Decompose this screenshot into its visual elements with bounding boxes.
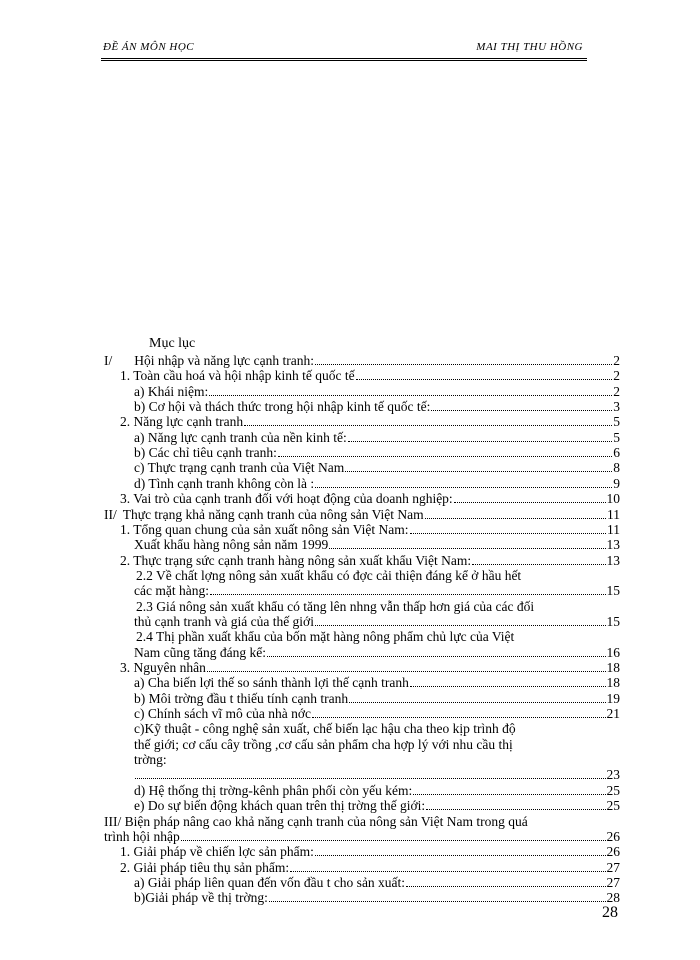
toc-entry-page: 15	[606, 613, 620, 629]
toc-entry-page: 5	[613, 429, 620, 445]
toc-dot-leader	[267, 645, 606, 657]
toc-dot-leader	[290, 860, 605, 872]
toc-entry-label: b) Cơ hội và thách thức trong hội nhập kinh tế quốc tế:	[134, 399, 431, 415]
toc-entry-text: trờng:	[134, 752, 167, 768]
toc-entry-page: 5	[613, 414, 620, 430]
toc-entry	[104, 890, 620, 906]
toc-entry	[104, 691, 620, 707]
toc-dot-leader	[269, 890, 606, 902]
toc-entry	[104, 798, 620, 814]
toc-dot-leader	[209, 384, 612, 396]
toc-entry-label: Nam cũng tăng đáng kể:	[134, 644, 266, 660]
toc-entry	[104, 645, 620, 661]
toc-entry-page: 18	[606, 675, 620, 691]
toc-entry	[104, 675, 620, 691]
toc-entry-text: 2.2 Về chất lợng nông sản xuất khẩu có đợc cải thiện đáng kể ở hầu hết	[136, 567, 522, 583]
toc-entry-label: e) Do sự biến động khách quan trên thị trờng thế giới:	[134, 798, 426, 814]
toc-entry-text: III/ Biện pháp nâng cao khả năng cạnh tranh của nông sản Việt Nam trong quá	[104, 813, 528, 829]
toc-entry-page: 25	[606, 782, 620, 798]
toc-entry-label: 3. Vai trò của cạnh tranh đối với hoạt động của doanh nghiệp:	[120, 491, 453, 507]
toc-entry-text: thế giới; cơ cấu cây trồng ,cơ cấu sản phẩm cha hợp lý với nhu cầu thị	[134, 736, 513, 752]
toc-entry-label: trình hội nhập	[104, 828, 180, 844]
toc-dot-leader	[135, 767, 606, 779]
toc-entry	[104, 368, 620, 384]
toc-entry	[104, 353, 620, 369]
toc-entry-label: 2. Năng lực cạnh tranh	[120, 414, 244, 430]
toc-entry-label: thủ cạnh tranh và giá của thế giới	[134, 613, 314, 629]
toc-entry	[104, 399, 620, 415]
toc-entry-label: Thực trạng khả năng cạnh tranh của nông sản Việt Nam	[122, 506, 424, 522]
toc-entry-page: 21	[606, 706, 620, 722]
toc-entry-label: d) Tình cạnh tranh không còn là :	[134, 475, 315, 491]
toc-entry	[104, 522, 620, 538]
toc-entry-page: 11	[607, 521, 620, 537]
toc-entry-page: 11	[607, 506, 620, 522]
toc-dot-leader	[315, 353, 612, 365]
header-course-title: ĐỀ ÁN MÔN HỌC	[103, 41, 195, 53]
running-header	[101, 38, 587, 61]
toc-entry	[104, 614, 620, 630]
toc-entry	[104, 844, 620, 860]
toc-entry-label: a) Năng lực cạnh tranh của nền kinh tế:	[134, 429, 347, 445]
toc-entry-page: 23	[606, 767, 620, 783]
toc-entry-page: 13	[606, 537, 620, 553]
toc-dot-leader	[315, 614, 606, 626]
toc-entry-label: Hội nhập và năng lực cạnh tranh:	[134, 353, 315, 368]
toc-entry-page: 27	[606, 859, 620, 875]
toc-dot-leader	[278, 445, 612, 457]
toc-dot-leader	[315, 844, 606, 856]
toc-dot-leader	[349, 691, 605, 703]
toc-entry-page: 13	[606, 552, 620, 568]
toc-entry	[104, 767, 620, 783]
toc-dot-leader	[410, 675, 606, 687]
header-author-name: MAI THỊ THU HỒNG	[476, 41, 583, 53]
toc-entry-page: 27	[606, 874, 620, 890]
toc-entry-page: 15	[606, 583, 620, 599]
toc-entry-page: 16	[606, 644, 620, 660]
toc-entry-page: 28	[606, 890, 620, 906]
toc-entry-page: 10	[606, 491, 620, 507]
toc-entry-page: 3	[613, 399, 620, 415]
toc-entry-page: 26	[606, 844, 620, 860]
toc-entry	[104, 384, 620, 400]
toc-entry-text: 2.3 Giá nông sản xuất khẩu có tăng lên nhng vẫn thấp hơn giá của các đối	[136, 598, 535, 614]
toc-dot-leader	[210, 583, 606, 595]
toc-dot-leader	[410, 522, 606, 534]
toc-entry	[104, 507, 620, 523]
toc-entry	[104, 491, 620, 507]
toc-entry-page: 2	[613, 368, 620, 384]
toc-entry	[104, 875, 620, 891]
toc-dot-leader	[345, 460, 612, 472]
toc-entry-label: b) Môi trờng đầu t thiếu tính cạnh tranh	[134, 690, 349, 706]
toc-entry	[104, 706, 620, 722]
toc-dot-leader	[312, 706, 606, 718]
toc-dot-leader	[348, 430, 613, 442]
toc-dot-leader	[356, 368, 613, 380]
toc-entry	[104, 583, 620, 599]
toc-entry	[104, 445, 620, 461]
toc-dot-leader	[329, 537, 605, 549]
toc-entry-label: c) Chính sách vĩ mô của nhà nớc	[134, 706, 311, 722]
toc-entry	[104, 414, 620, 430]
toc-entry-label: d) Hệ thống thị trờng-kênh phân phối còn yếu kém:	[134, 782, 413, 798]
toc-entry	[104, 460, 620, 476]
toc-entry-label: b) Các chỉ tiêu cạnh tranh:	[134, 445, 277, 461]
toc-entry	[104, 476, 620, 492]
toc-entry-text: c)Kỹ thuật - công nghệ sản xuất, chế biến lạc hậu cha theo kịp trình độ	[134, 721, 516, 737]
toc-title: Mục lục	[149, 336, 196, 351]
toc-entry-label: b)Giải pháp về thị trờng:	[134, 890, 268, 906]
toc-entry-text: 2.4 Thị phần xuất khẩu của bốn mặt hàng nông phẩm chủ lực của Việt	[136, 629, 515, 645]
toc-entry	[104, 860, 620, 876]
toc-entry-page: 25	[606, 798, 620, 814]
toc-entry-label: Xuất khẩu hàng nông sản năm 1999	[134, 537, 329, 553]
toc-dot-leader	[207, 660, 606, 672]
toc-entry	[104, 783, 620, 799]
toc-entry-label: 1. Giải pháp về chiến lợc sản phẩm:	[120, 844, 314, 860]
toc-dot-leader	[472, 553, 605, 565]
toc-entry-label: 1. Toàn cầu hoá và hội nhập kinh tế quốc tế	[120, 368, 355, 384]
toc-entry-label: a) Giải pháp liên quan đến vốn đầu t cho sản xuất:	[134, 874, 406, 890]
toc-dot-leader	[425, 507, 606, 519]
toc-entry-page: 9	[613, 475, 620, 491]
toc-dot-leader	[406, 875, 605, 887]
toc-entry-label: 2. Thực trạng sức cạnh tranh hàng nông sản xuất khẩu Việt Nam:	[120, 552, 472, 568]
toc-dot-leader	[244, 414, 612, 426]
toc-dot-leader	[454, 491, 606, 503]
toc-dot-leader	[431, 399, 612, 411]
toc-entry-label: c) Thực trạng cạnh tranh của Việt Nam	[134, 460, 345, 476]
toc-entry	[104, 553, 620, 569]
toc-entry	[104, 660, 620, 676]
toc-entry-label: 1. Tổng quan chung của sản xuất nông sản Việt Nam:	[120, 521, 409, 537]
toc-entry-label: 2. Giải pháp tiêu thụ sản phẩm:	[120, 859, 290, 875]
toc-dot-leader	[181, 829, 606, 841]
toc-entry-page: 18	[606, 660, 620, 675]
toc-entry-page: 19	[606, 690, 620, 706]
toc-entry	[104, 430, 620, 446]
toc-entry-label: a) Khái niệm:	[134, 383, 209, 399]
toc-entry-page: 8	[613, 460, 620, 476]
toc-entry-label: a) Cha biến lợi thế so sánh thành lợi thế cạnh tranh	[134, 675, 409, 691]
toc-entry-page: 2	[613, 353, 620, 368]
toc-entry-label: 3. Nguyên nhân	[120, 660, 206, 675]
toc-entry	[104, 537, 620, 553]
toc-entry-page: 6	[613, 445, 620, 461]
page-number: 28	[602, 904, 618, 921]
toc-section-numeral: II/	[104, 506, 117, 522]
toc-entry-label: các mặt hàng:	[134, 583, 209, 599]
toc-entry-page: 2	[613, 383, 620, 399]
toc-section-numeral: I/	[104, 353, 113, 368]
toc-dot-leader	[413, 783, 605, 795]
toc-entry-page: 26	[606, 828, 620, 844]
toc-dot-leader	[315, 476, 612, 488]
toc-dot-leader	[426, 798, 605, 810]
toc-entry	[104, 829, 620, 845]
